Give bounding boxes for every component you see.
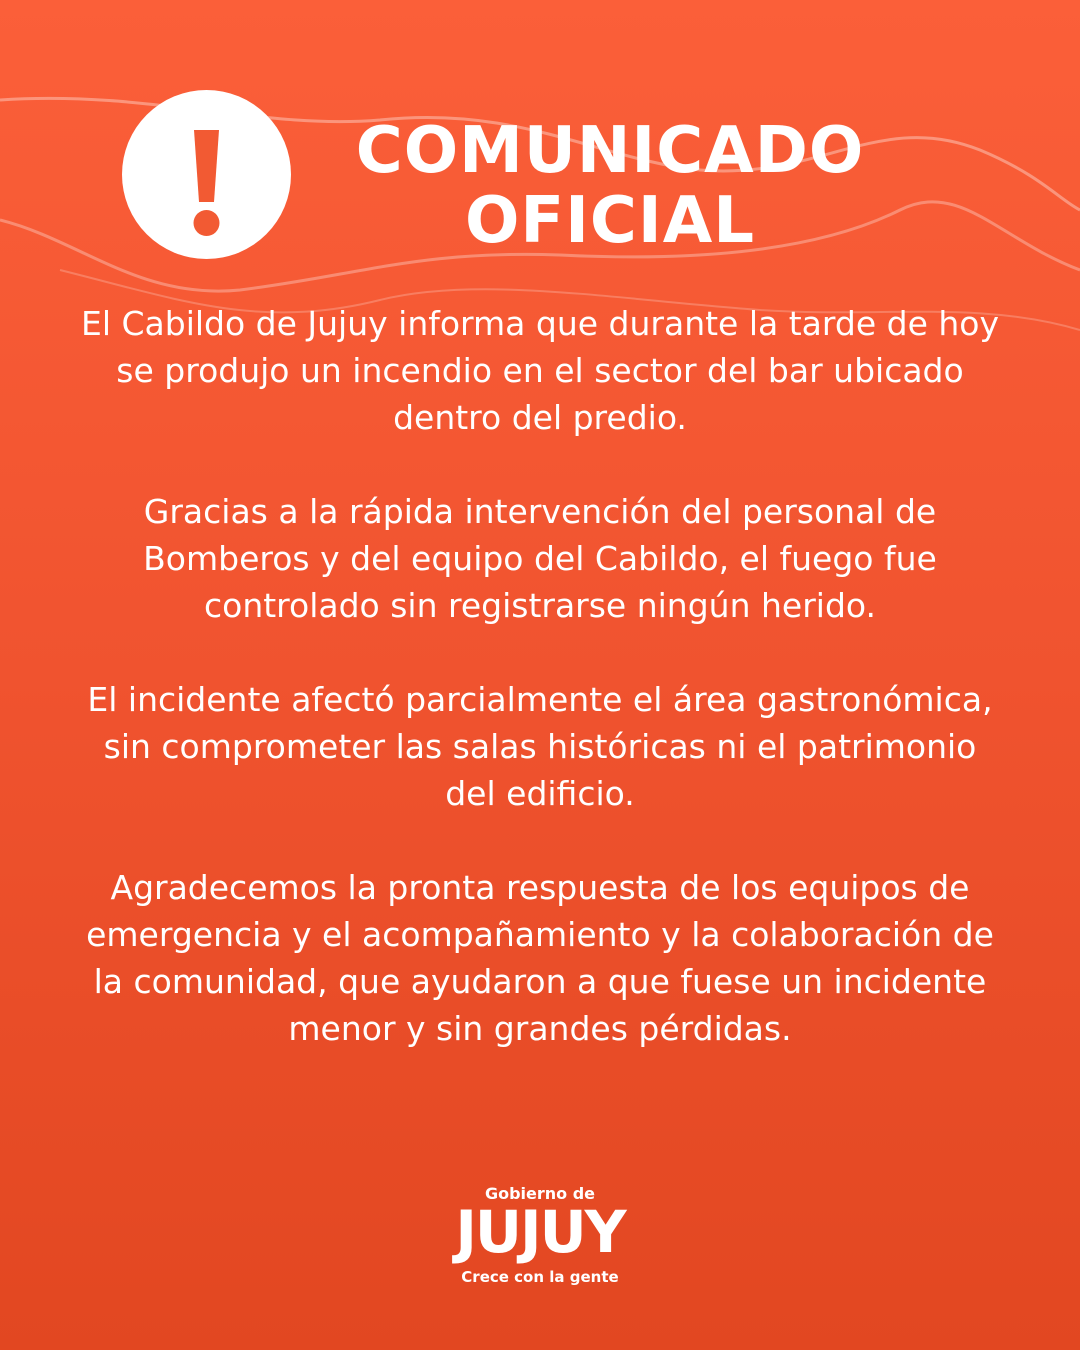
title-line-2: OFICIAL xyxy=(464,184,756,258)
logo-top-text: Gobierno de xyxy=(484,1184,596,1203)
government-logo xyxy=(420,1184,660,1304)
paragraph-1: El Cabildo de Jujuy informa que durante la tarde de hoy se produjo un incendio en el sector del bar ubicado dentro del predio. xyxy=(80,304,999,437)
paragraph-3: El incidente afectó parcialmente el área gastronómica, sin comprometer las salas históricas ni el patrimonio del edificio. xyxy=(87,680,993,813)
paragraph-4: Agradecemos la pronta respuesta de los equipos de emergencia y el acompañamiento y la colaboración de la comunidad, que ayudaron a que fuese un incidente menor y sin grandes pérdidas. xyxy=(86,868,994,1048)
exclamation-icon xyxy=(122,90,291,259)
title-line-1: COMUNICADO xyxy=(355,114,865,188)
statement-body xyxy=(80,300,1000,1099)
paragraph-2: Gracias a la rápida intervención del personal de Bomberos y del equipo del Cabildo, el fuego fue controlado sin registrarse ningún herido. xyxy=(143,492,937,625)
logo-tagline: Crece con la gente xyxy=(461,1268,619,1286)
logo-name: JUJUY xyxy=(455,1198,625,1266)
alert-circle xyxy=(122,90,291,259)
page-title xyxy=(300,116,920,256)
